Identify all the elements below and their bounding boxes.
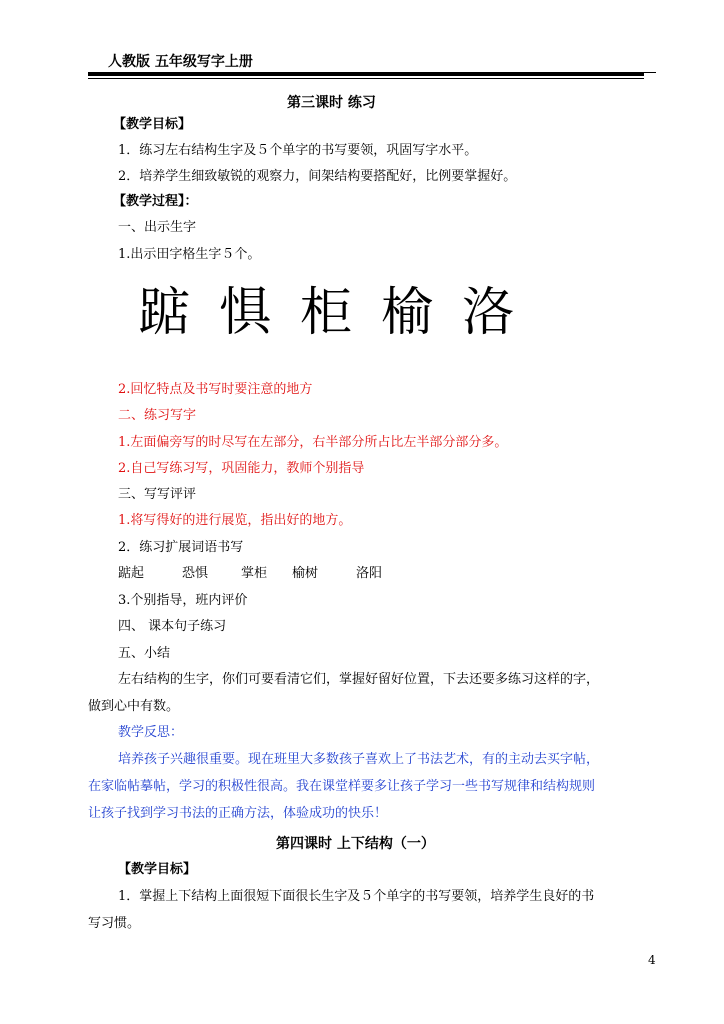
page-number: 4 [648,953,656,967]
reflection-line-3: 让孩子找到学习书法的正确方法，体验成功的快乐！ [88,806,388,821]
practice-word: 掌柜 [241,566,268,581]
practice-word: 榆树 [292,566,319,581]
practice-character: 洛 [462,283,515,343]
lesson4-goal-1a: 1．掌握上下结构上面很短下面很长生字及５个单字的书写要领，培养学生良好的书 [118,889,595,904]
header-rule-thin [88,78,644,79]
practice-word: 恐惧 [182,566,209,581]
practice-character: 踮 [138,283,191,343]
reflection-heading: 教学反思： [118,725,184,740]
practice-word: 洛阳 [356,566,383,581]
header-rule-thick [88,72,644,76]
practice-character: 惧 [219,283,272,343]
running-header: 人教版 五年级写字上册 [108,54,253,70]
step-1: 一、出示生字 [118,220,197,235]
lesson3-goal-1: 1．练习左右结构生字及５个单字的书写要领，巩固写字水平。 [118,143,478,158]
step-3-3: 3.个别指导，班内评价 [118,593,248,608]
step-3-1: 1.将写得好的进行展览，指出好的地方。 [118,513,352,528]
reflection-line-1: 培养孩子兴趣很重要。现在班里大多数孩子喜欢上了书法艺术，有的主动去买字帖， [118,752,600,767]
lesson4-title: 第四课时 上下结构（一） [276,836,435,852]
lesson3-process-heading: 【教学过程】： [113,194,198,209]
step-3: 三、写写评评 [118,487,197,502]
lesson3-title: 第三课时 练习 [287,95,376,111]
step-2: 二、练习写字 [118,408,197,423]
summary-line-2: 做到心中有数。 [88,699,180,714]
step-1-2: 2.回忆特点及书写时要注意的地方 [118,382,313,397]
practice-word: 踮起 [118,566,145,581]
practice-character: 榆 [381,283,434,343]
step-2-1: 1.左面偏旁写的时尽写在左部分，右半部分所占比左半部分部分多。 [118,435,508,450]
step-5: 五、小结 [118,646,171,661]
lesson4-goal-1b: 写习惯。 [88,916,141,931]
practice-character: 柜 [300,283,353,343]
step-2-2: 2.自己写练习写，巩固能力，教师个别指导 [118,461,365,476]
reflection-line-2: 在家临帖摹帖，学习的积极性很高。我在课堂样要多让孩子学习一些书写规律和结构规则 [88,779,596,794]
lesson4-goals-heading: 【教学目标】 [118,862,197,877]
step-4: 四、 课本句子练习 [118,619,227,634]
summary-line-1: 左右结构的生字，你们可要看清它们，掌握好留好位置，下去还要多练习这样的字， [118,672,600,687]
practice-words [118,566,418,582]
lesson3-goals-heading: 【教学目标】 [113,117,192,132]
step-1-1: 1.出示田字格生字５个。 [118,247,261,262]
step-3-2: 2．练习扩展词语书写 [118,540,244,555]
header-rule-tick [644,72,656,73]
lesson3-goal-2: 2．培养学生细致敏锐的观察力，间架结构要搭配好，比例要掌握好。 [118,169,517,184]
